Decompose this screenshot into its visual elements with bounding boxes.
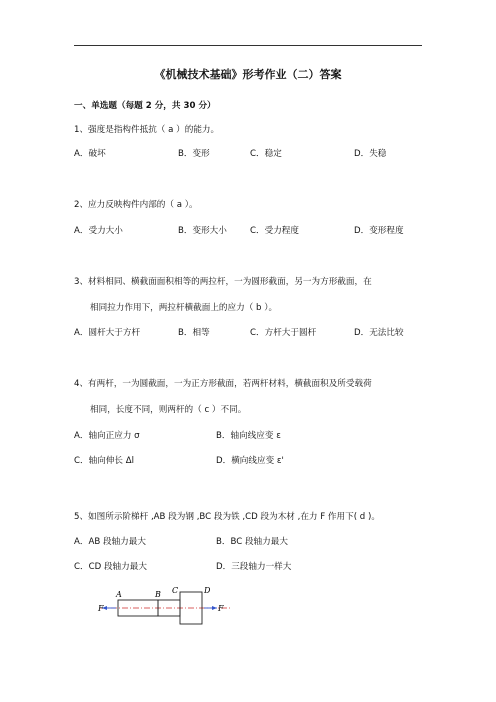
- question-3-stem-line-2: 相同拉力作用下，两拉杆横截面上的应力（ b ）。: [90, 303, 278, 313]
- label-f-left: F: [98, 604, 104, 613]
- q1-option-a: A．破坏: [74, 149, 106, 159]
- q2-option-b: B．变形大小: [178, 226, 227, 236]
- question-2-stem: 2、应力反映构件内部的（ a ）。: [74, 200, 198, 210]
- q4-option-b: B．轴向线应变 ε: [216, 431, 281, 441]
- q1-option-d: D．失稳: [354, 149, 387, 159]
- q3-option-b: B．相等: [178, 328, 210, 338]
- q1-option-b: B．变形: [178, 149, 210, 159]
- question-3-stem-line-1: 3、材料相同、横截面面积相等的两拉杆，一为圆形截面，另一为方形截面，在: [74, 277, 372, 287]
- q4-option-d: D．横向线应变 ε': [216, 456, 284, 466]
- q4-option-c: C．轴向伸长 Δl: [74, 456, 134, 466]
- q2-option-a: A．受力大小: [74, 226, 123, 236]
- question-5-stem: 5、如图所示阶梯杆 ,AB 段为钢 ,BC 段为铁 ,CD 段为木材 ,在力 F 作用下( d )。: [74, 512, 380, 522]
- label-b: B: [155, 590, 161, 599]
- label-f-right: F: [218, 604, 224, 613]
- q3-option-d: D．无法比较: [354, 328, 404, 338]
- q1-option-c: C．稳定: [250, 149, 282, 159]
- right-force-arrowhead: [212, 606, 217, 610]
- section-heading: 一、单选题（每题 2 分，共 30 分）: [74, 101, 216, 111]
- header-rule: [74, 45, 422, 46]
- q5-option-b: B．BC 段轴力最大: [216, 537, 288, 547]
- question-1-stem: 1、强度是指构件抵抗（ a ）的能力。: [74, 125, 220, 135]
- q5-option-c: C．CD 段轴力最大: [74, 562, 147, 572]
- q3-option-a: A．圆杆大于方杆: [74, 328, 141, 338]
- q5-option-d: D．三段轴力一样大: [216, 562, 292, 572]
- label-d: D: [204, 586, 211, 595]
- page-title: 《机械技术基础》形考作业（二）答案: [154, 68, 342, 81]
- label-a: A: [116, 590, 122, 599]
- q2-option-c: C．受力程度: [250, 226, 299, 236]
- q2-option-d: D．变形程度: [354, 226, 404, 236]
- stepped-bar-figure: [96, 585, 236, 635]
- question-4-stem-line-1: 4、有两杆，一为圆截面，一为正方形截面，若两杆材料，横截面积及所受载荷: [74, 379, 372, 389]
- q3-option-c: C．方杆大于圆杆: [250, 328, 317, 338]
- q5-option-a: A．AB 段轴力最大: [74, 537, 146, 547]
- label-c: C: [172, 586, 179, 595]
- q4-option-a: A．轴向正应力 σ: [74, 431, 140, 441]
- question-4-stem-line-2: 相同，长度不同，则两杆的（ c ）不同。: [90, 405, 247, 415]
